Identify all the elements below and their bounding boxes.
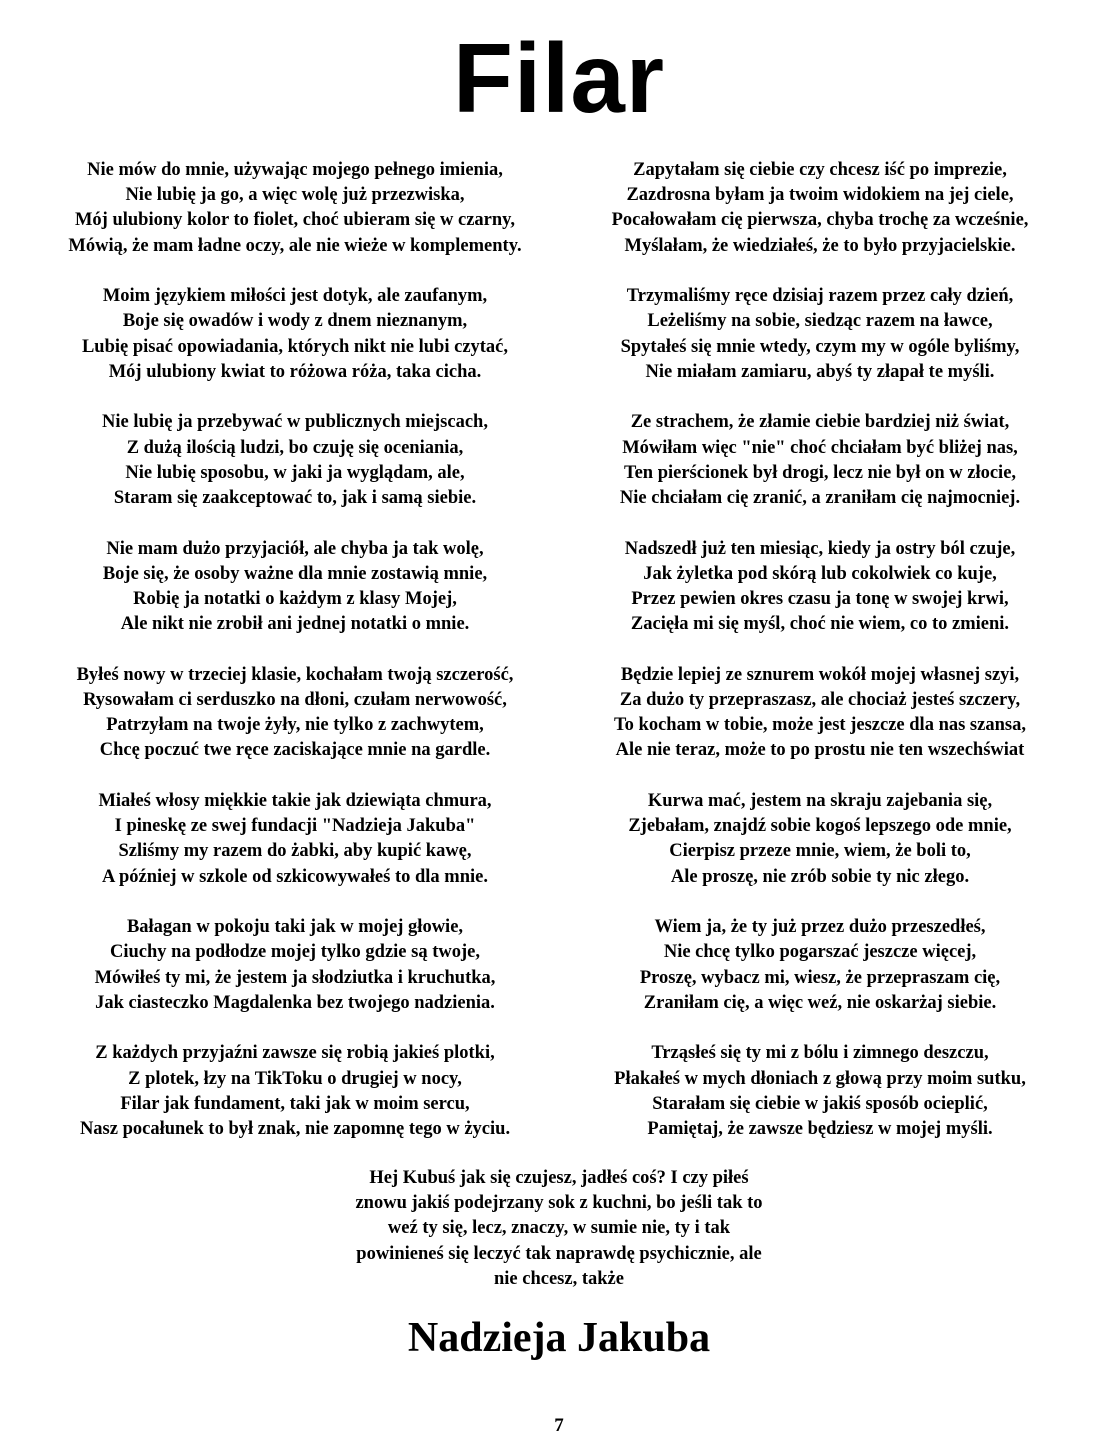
poem-line: Z dużą ilością ludzi, bo czuję się oceniania, [126, 437, 464, 458]
stanza [10, 915, 580, 1016]
right-poem-column [570, 158, 1070, 1168]
poem-line: Nasz pocałunek to był znak, nie zapomnę tego w życiu. [79, 1119, 511, 1140]
poem-line: Zapytałam się ciebie czy chcesz iść po imprezie, [633, 160, 1007, 180]
poem-line: Leżeliśmy na sobie, siedząc razem na ławce, [647, 311, 993, 332]
outro-line: Hej Kubuś jak się czujesz, jadłeś coś? I czy piłeś [369, 1168, 749, 1188]
poem-line: Płakałeś w mych dłoniach z głową przy moim sutku, [614, 1068, 1026, 1089]
poem-line: Ale proszę, nie zrób sobie ty nic złego. [670, 866, 970, 887]
poem-line: Cierpisz przeze mnie, wiem, że boli to, [669, 841, 971, 862]
poem-line: Nie lubię sposobu, w jaki ja wyglądam, ale, [125, 462, 465, 483]
poem-line: Zacięła mi się myśl, choć nie wiem, co to zmieni. [630, 614, 1010, 635]
poem-line: Patrzyłam na twoje żyły, nie tylko z zachwytem, [106, 715, 484, 736]
poem-line: To kocham w tobie, może jest jeszcze dla nas szansa, [614, 715, 1026, 736]
stanza [10, 537, 580, 638]
stanza [570, 410, 1070, 511]
poem-line: Zazdrosna byłam ja twoim widokiem na jej ciele, [626, 185, 1014, 206]
poem-line: Wiem ja, że ty już przez dużo przeszedłeś, [654, 917, 986, 938]
poem-line: Byłeś nowy w trzeciej klasie, kochałam twoją szczerość, [76, 664, 514, 685]
poem-line: Rysowałam ci serduszko na dłoni, czułam nerwowość, [83, 690, 507, 711]
poem-line: Pocałowałam cię pierwsza, chyba trochę za wcześnie, [611, 210, 1029, 231]
poem-line: Ten pierścionek był drogi, lecz nie był on w złocie, [623, 462, 1017, 483]
poem-line: Nie mów do mnie, używając mojego pełnego imienia, [87, 160, 503, 180]
poem-line: Za dużo ty przepraszasz, ale chociaż jesteś szczery, [619, 690, 1021, 711]
poem-line: Myślałam, że wiedziałeś, że to było przyjacielskie. [624, 235, 1016, 256]
poem-line: Z każdych przyjaźni zawsze się robią jakieś plotki, [95, 1043, 495, 1064]
poem-line: Mówią, że mam ładne oczy, ale nie wieże w komplementy. [68, 235, 522, 256]
poem-line: Nadszedł już ten miesiąc, kiedy ja ostry ból czuje, [624, 538, 1016, 559]
stanza [10, 410, 580, 511]
stanza [10, 663, 580, 764]
outro-line: nie chcesz, także [494, 1268, 624, 1289]
poem-line: Nie mam dużo przyjaciół, ale chyba ja tak wolę, [106, 538, 484, 559]
stanza [570, 284, 1070, 385]
stanza [10, 1041, 580, 1142]
poem-line: Bałagan w pokoju taki jak w mojej głowie, [126, 917, 464, 938]
poem-line: Jak żyletka pod skórą lub cokolwiek co kuje, [643, 563, 997, 584]
outro-line: weź ty się, lecz, znaczy, w sumie nie, ty i tak [387, 1218, 731, 1239]
poem-line: Nie chciałam cię zranić, a zraniłam cię najmocniej. [619, 488, 1021, 509]
stanza [10, 158, 580, 259]
page-number: 7 [554, 1415, 564, 1436]
stanza [570, 663, 1070, 764]
poem-line: Mój ulubiony kwiat to różowa róża, taka cicha. [108, 361, 482, 382]
poem-line: Kurwa mać, jestem na skraju zajebania się, [647, 791, 993, 812]
poem-line: Szliśmy my razem do żabki, aby kupić kawę, [118, 841, 472, 862]
poem-line: Chcę poczuć twe ręce zaciskające mnie na gardle. [99, 740, 491, 761]
poem-line: Robię ja notatki o każdym z klasy Mojej, [133, 589, 457, 610]
poem-line: Będzie lepiej ze sznurem wokół mojej własnej szyi, [620, 664, 1020, 685]
poem-line: Boje się owadów i wody z dnem nieznanym, [122, 311, 468, 332]
poem-line: Proszę, wybacz mi, wiesz, że przepraszam cię, [639, 967, 1001, 988]
poem-line: Lubię pisać opowiadania, których nikt nie lubi czytać, [81, 336, 509, 357]
poem-line: Zjebałam, znajdź sobie kogoś lepszego ode mnie, [628, 816, 1012, 837]
poem-line: Zraniłam cię, a więc weź, nie oskarżaj siebie. [643, 992, 997, 1013]
poem-line: Boje się, że osoby ważne dla mnie zostawią mnie, [102, 563, 488, 584]
stanza [570, 158, 1070, 259]
poem-line: Miałeś włosy miękkie takie jak dziewiąta chmura, [98, 791, 492, 812]
poem-line: Starałam się ciebie w jakiś sposób ocieplić, [652, 1093, 988, 1114]
poem-line: Filar jak fundament, taki jak w moim sercu, [120, 1093, 470, 1114]
stanza [570, 915, 1070, 1016]
left-poem-column [10, 158, 580, 1168]
poem-line: Nie lubię ja przebywać w publicznych miejscach, [102, 412, 488, 433]
poem-line: Spytałeś się mnie wtedy, czym my w ogóle byliśmy, [620, 336, 1020, 357]
poem-line: Staram się zaakceptować to, jak i samą siebie. [113, 488, 477, 509]
poem-line: Mówiłeś ty mi, że jestem ja słodziutka i kruchutka, [94, 967, 496, 988]
stanza [10, 284, 580, 385]
stanza [570, 537, 1070, 638]
poem-line: Moim językiem miłości jest dotyk, ale zaufanym, [102, 286, 488, 307]
poem-line: Przez pewien okres czasu ja tonę w swojej krwi, [631, 589, 1009, 610]
poem-line: Nie lubię ja go, a więc wolę już przezwiska, [125, 185, 465, 206]
poem-line: Ale nie teraz, może to po prostu nie ten wszechświat [615, 740, 1025, 761]
poem-line: I pineskę ze swej fundacji "Nadzieja Jakuba" [114, 816, 476, 837]
poem-line: A później w szkole od szkicowywałeś to dla mnie. [102, 866, 488, 887]
stanza [570, 789, 1070, 890]
poem-line: Mój ulubiony kolor to fiolet, choć ubieram się w czarny, [74, 210, 516, 231]
poem-line: Ciuchy na podłodze mojej tylko gdzie są twoje, [110, 942, 480, 963]
poem-line: Z plotek, łzy na TikToku o drugiej w nocy, [128, 1068, 462, 1089]
outro-note [0, 1166, 1118, 1292]
poem-line: Ale nikt nie zrobił ani jednej notatki o mnie. [120, 614, 470, 635]
stanza [570, 1041, 1070, 1142]
poem-line: Ze strachem, że złamie ciebie bardziej niż świat, [630, 412, 1010, 433]
poem-line: Nie miałam zamiaru, abyś ty złapał te myśli. [645, 361, 995, 382]
poem-line: Mówiłam więc "nie" choć chciałam być bliżej nas, [622, 437, 1018, 458]
author-name: Nadzieja Jakuba [407, 1315, 711, 1361]
outro-line: powinieneś się leczyć tak naprawdę psychicznie, ale [356, 1243, 762, 1264]
poem-line: Trzymaliśmy ręce dzisiaj razem przez cały dzień, [626, 286, 1014, 307]
poem-line: Nie chcę tylko pogarszać jeszcze więcej, [663, 942, 977, 963]
poem-title: Filar [453, 23, 665, 133]
outro-line: znowu jakiś podejrzany sok z kuchni, bo jeśli tak to [355, 1193, 763, 1214]
poem-line: Pamiętaj, że zawsze będziesz w mojej myśli. [647, 1119, 993, 1140]
stanza [10, 789, 580, 890]
poem-line: Jak ciasteczko Magdalenka bez twojego nadzienia. [95, 992, 495, 1013]
poem-line: Trząsłeś się ty mi z bólu i zimnego deszczu, [651, 1043, 989, 1064]
